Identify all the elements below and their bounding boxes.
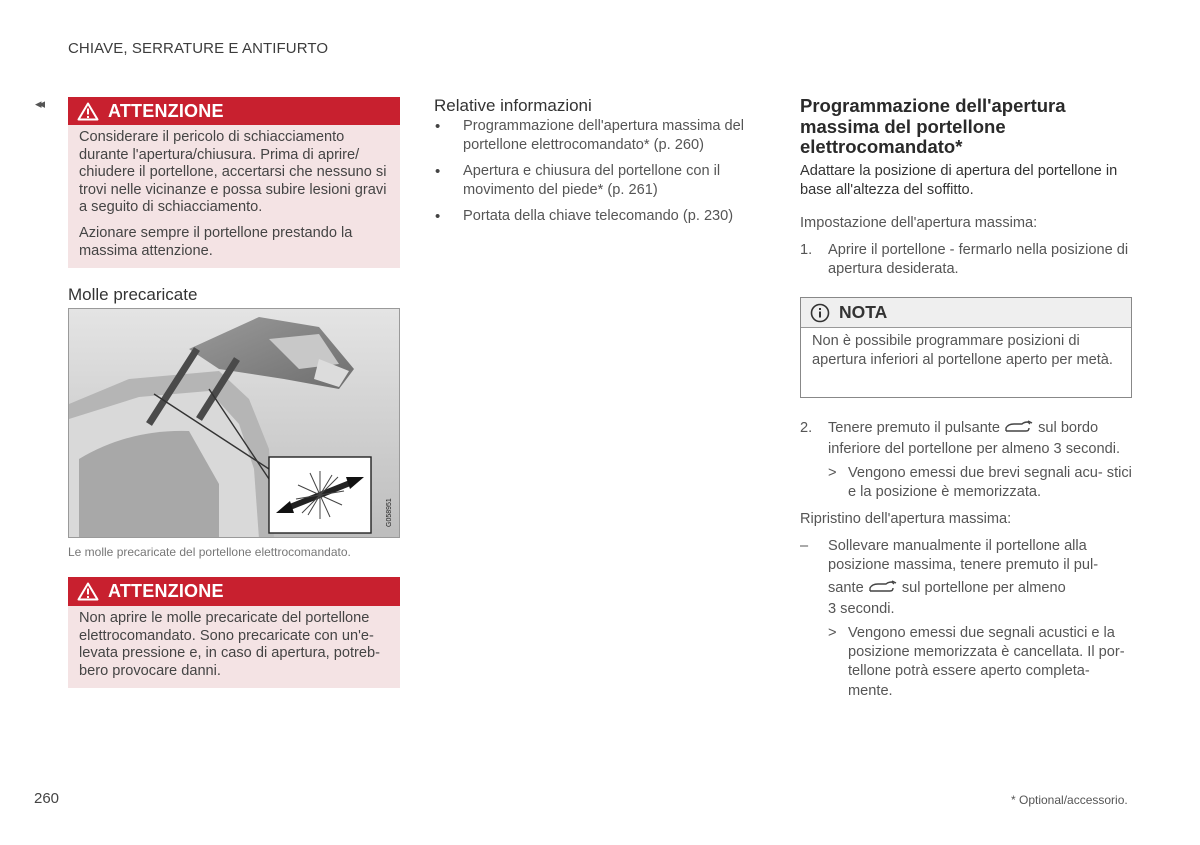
warning-triangle-icon (68, 102, 108, 121)
related-info-list (434, 117, 764, 232)
step-text: sante (828, 579, 864, 596)
warning-text: Azionare sempre il portellone prestando la massima attenzione. (79, 224, 353, 259)
note-header (801, 298, 1131, 328)
footnote: * Optional/accessorio. (1011, 793, 1128, 807)
related-info-title: Relative informazioni (434, 96, 592, 115)
page-number: 260 (34, 790, 60, 807)
section-title: Programmazione dell'apertura massima del portellone elettrocomandato* (800, 95, 1066, 157)
warning-title: ATTENZIONE (108, 581, 224, 601)
dash-marker: – (800, 538, 809, 554)
tailgate-button-icon (1004, 420, 1034, 440)
step-number: 1. (800, 242, 813, 258)
related-link[interactable]: • Portata della chiave telecomando (p. 230) (434, 207, 764, 226)
double-left-arrow-icon[interactable]: ◂◂ (35, 96, 43, 111)
warning-title: ATTENZIONE (108, 100, 224, 121)
step-result: Vengono emessi due brevi segnali acu- stici e la posizione è memorizzata. (848, 464, 1132, 501)
step-number: 2. (800, 420, 813, 436)
step-text: sul bordo inferiore del portellone per almeno 3 secondi. (828, 420, 1121, 458)
image-code: G058951 (386, 498, 393, 527)
step-result: Vengono emessi due segnali acustici e la posizione memorizzata è cancellata. Il por- tellone potrà essere aperto completa- mente. (848, 624, 1125, 699)
tailgate-spring-illustration (68, 308, 400, 538)
warning-triangle-icon (68, 582, 108, 601)
figure-caption: Le molle precaricate del portellone elettrocomandato. (68, 545, 351, 559)
result-marker: > (828, 624, 837, 641)
warning-text: Non aprire le molle precaricate del portellone elettrocomandato. Sono precaricate con un'e- levata pressione e, in caso di apertura, potreb- bero provocare danni. (79, 610, 380, 679)
info-icon (801, 303, 839, 323)
reset-step (800, 537, 1135, 701)
warning-text: Considerare il pericolo di schiacciamento durante l'apertura/chiusura. Prima di aprire/ chiudere il portellone, accertarsi che nessuno si trovi nelle vicinanze e possa subire lesioni gravi a seguito di schiacciamento. (79, 129, 387, 216)
setting-label: Impostazione dell'apertura massima: (800, 215, 1038, 231)
step-text: Sollevare manualmente il portellone alla posizione massima, tenere premuto il pul- (828, 538, 1099, 574)
related-link[interactable]: • Apertura e chiusura del portellone con il movimento del piede* (p. 261) (434, 162, 764, 201)
warning-box-1 (68, 97, 400, 268)
tailgate-button-icon (868, 580, 898, 600)
section-intro: Adattare la posizione di apertura del portellone in base all'altezza del soffitto. (800, 163, 1118, 199)
step-text: Aprire il portellone - fermarlo nella posizione di apertura desiderata. (828, 242, 1129, 278)
reset-label: Ripristino dell'apertura massima: (800, 511, 1012, 527)
note-title: NOTA (839, 302, 888, 322)
warning-header (68, 577, 400, 606)
step-1 (800, 241, 1135, 280)
note-box (800, 297, 1132, 398)
related-link[interactable]: • Programmazione dell'apertura massima del portellone elettrocomandato* (p. 260) (434, 117, 764, 156)
step-2 (800, 419, 1135, 503)
warning-header (68, 97, 400, 125)
warning-box-2 (68, 577, 400, 688)
step-text: 3 secondi. (828, 601, 895, 618)
springs-heading: Molle precaricate (68, 285, 198, 304)
step-text: sul portellone per almeno (901, 579, 1066, 596)
result-marker: > (828, 464, 837, 481)
step-text: Tenere premuto il pulsante (828, 420, 1000, 436)
section-header: CHIAVE, SERRATURE E ANTIFURTO (68, 40, 329, 57)
note-text: Non è possibile programmare posizioni di apertura inferiori al portellone aperto per metà. (812, 333, 1113, 369)
